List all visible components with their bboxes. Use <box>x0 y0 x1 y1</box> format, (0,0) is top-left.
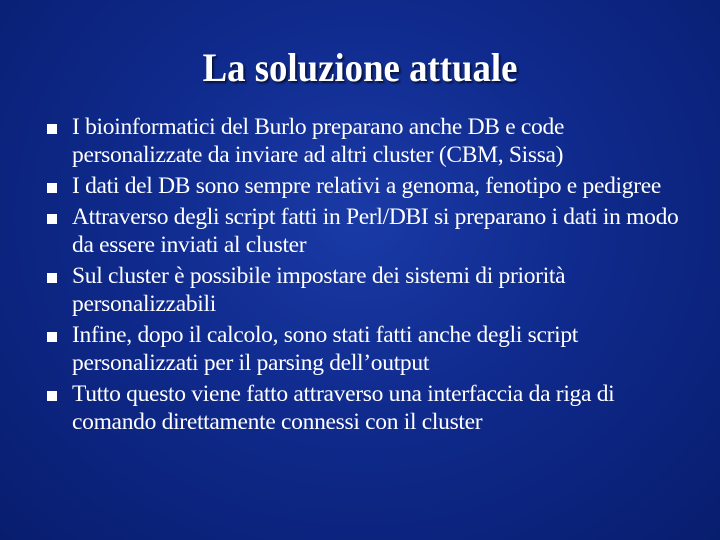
bullet-item <box>45 262 695 318</box>
bullet-text: Tutto questo viene fatto attraverso una interfaccia da riga di comando direttamente connessi con il cluster <box>72 381 615 435</box>
square-bullet-icon <box>47 391 57 401</box>
slide-title: La soluzione attuale <box>202 45 518 90</box>
bullet-text: Infine, dopo il calcolo, sono stati fatti anche degli script personalizzati per il parsing dell’output <box>72 322 579 376</box>
bullet-item <box>45 203 695 259</box>
square-bullet-icon <box>47 124 57 134</box>
square-bullet-icon <box>47 183 57 193</box>
bullet-item <box>45 172 695 200</box>
square-bullet-icon <box>47 332 57 342</box>
bullet-text: Attraverso degli script fatti in Perl/DBI si preparano i dati in modo da essere inviati al cluster <box>72 204 679 258</box>
bullet-list <box>45 113 695 439</box>
bullet-text: I dati del DB sono sempre relativi a genoma, fenotipo e pedigree <box>72 173 661 199</box>
bullet-text: Sul cluster è possibile impostare dei sistemi di priorità personalizzabili <box>72 263 566 317</box>
square-bullet-icon <box>47 214 57 224</box>
bullet-item <box>45 113 695 169</box>
bullet-text: I bioinformatici del Burlo preparano anche DB e code personalizzate da inviare ad altri cluster (CBM, Sissa) <box>72 114 565 168</box>
bullet-item <box>45 380 695 436</box>
bullet-item <box>45 321 695 377</box>
square-bullet-icon <box>47 273 57 283</box>
